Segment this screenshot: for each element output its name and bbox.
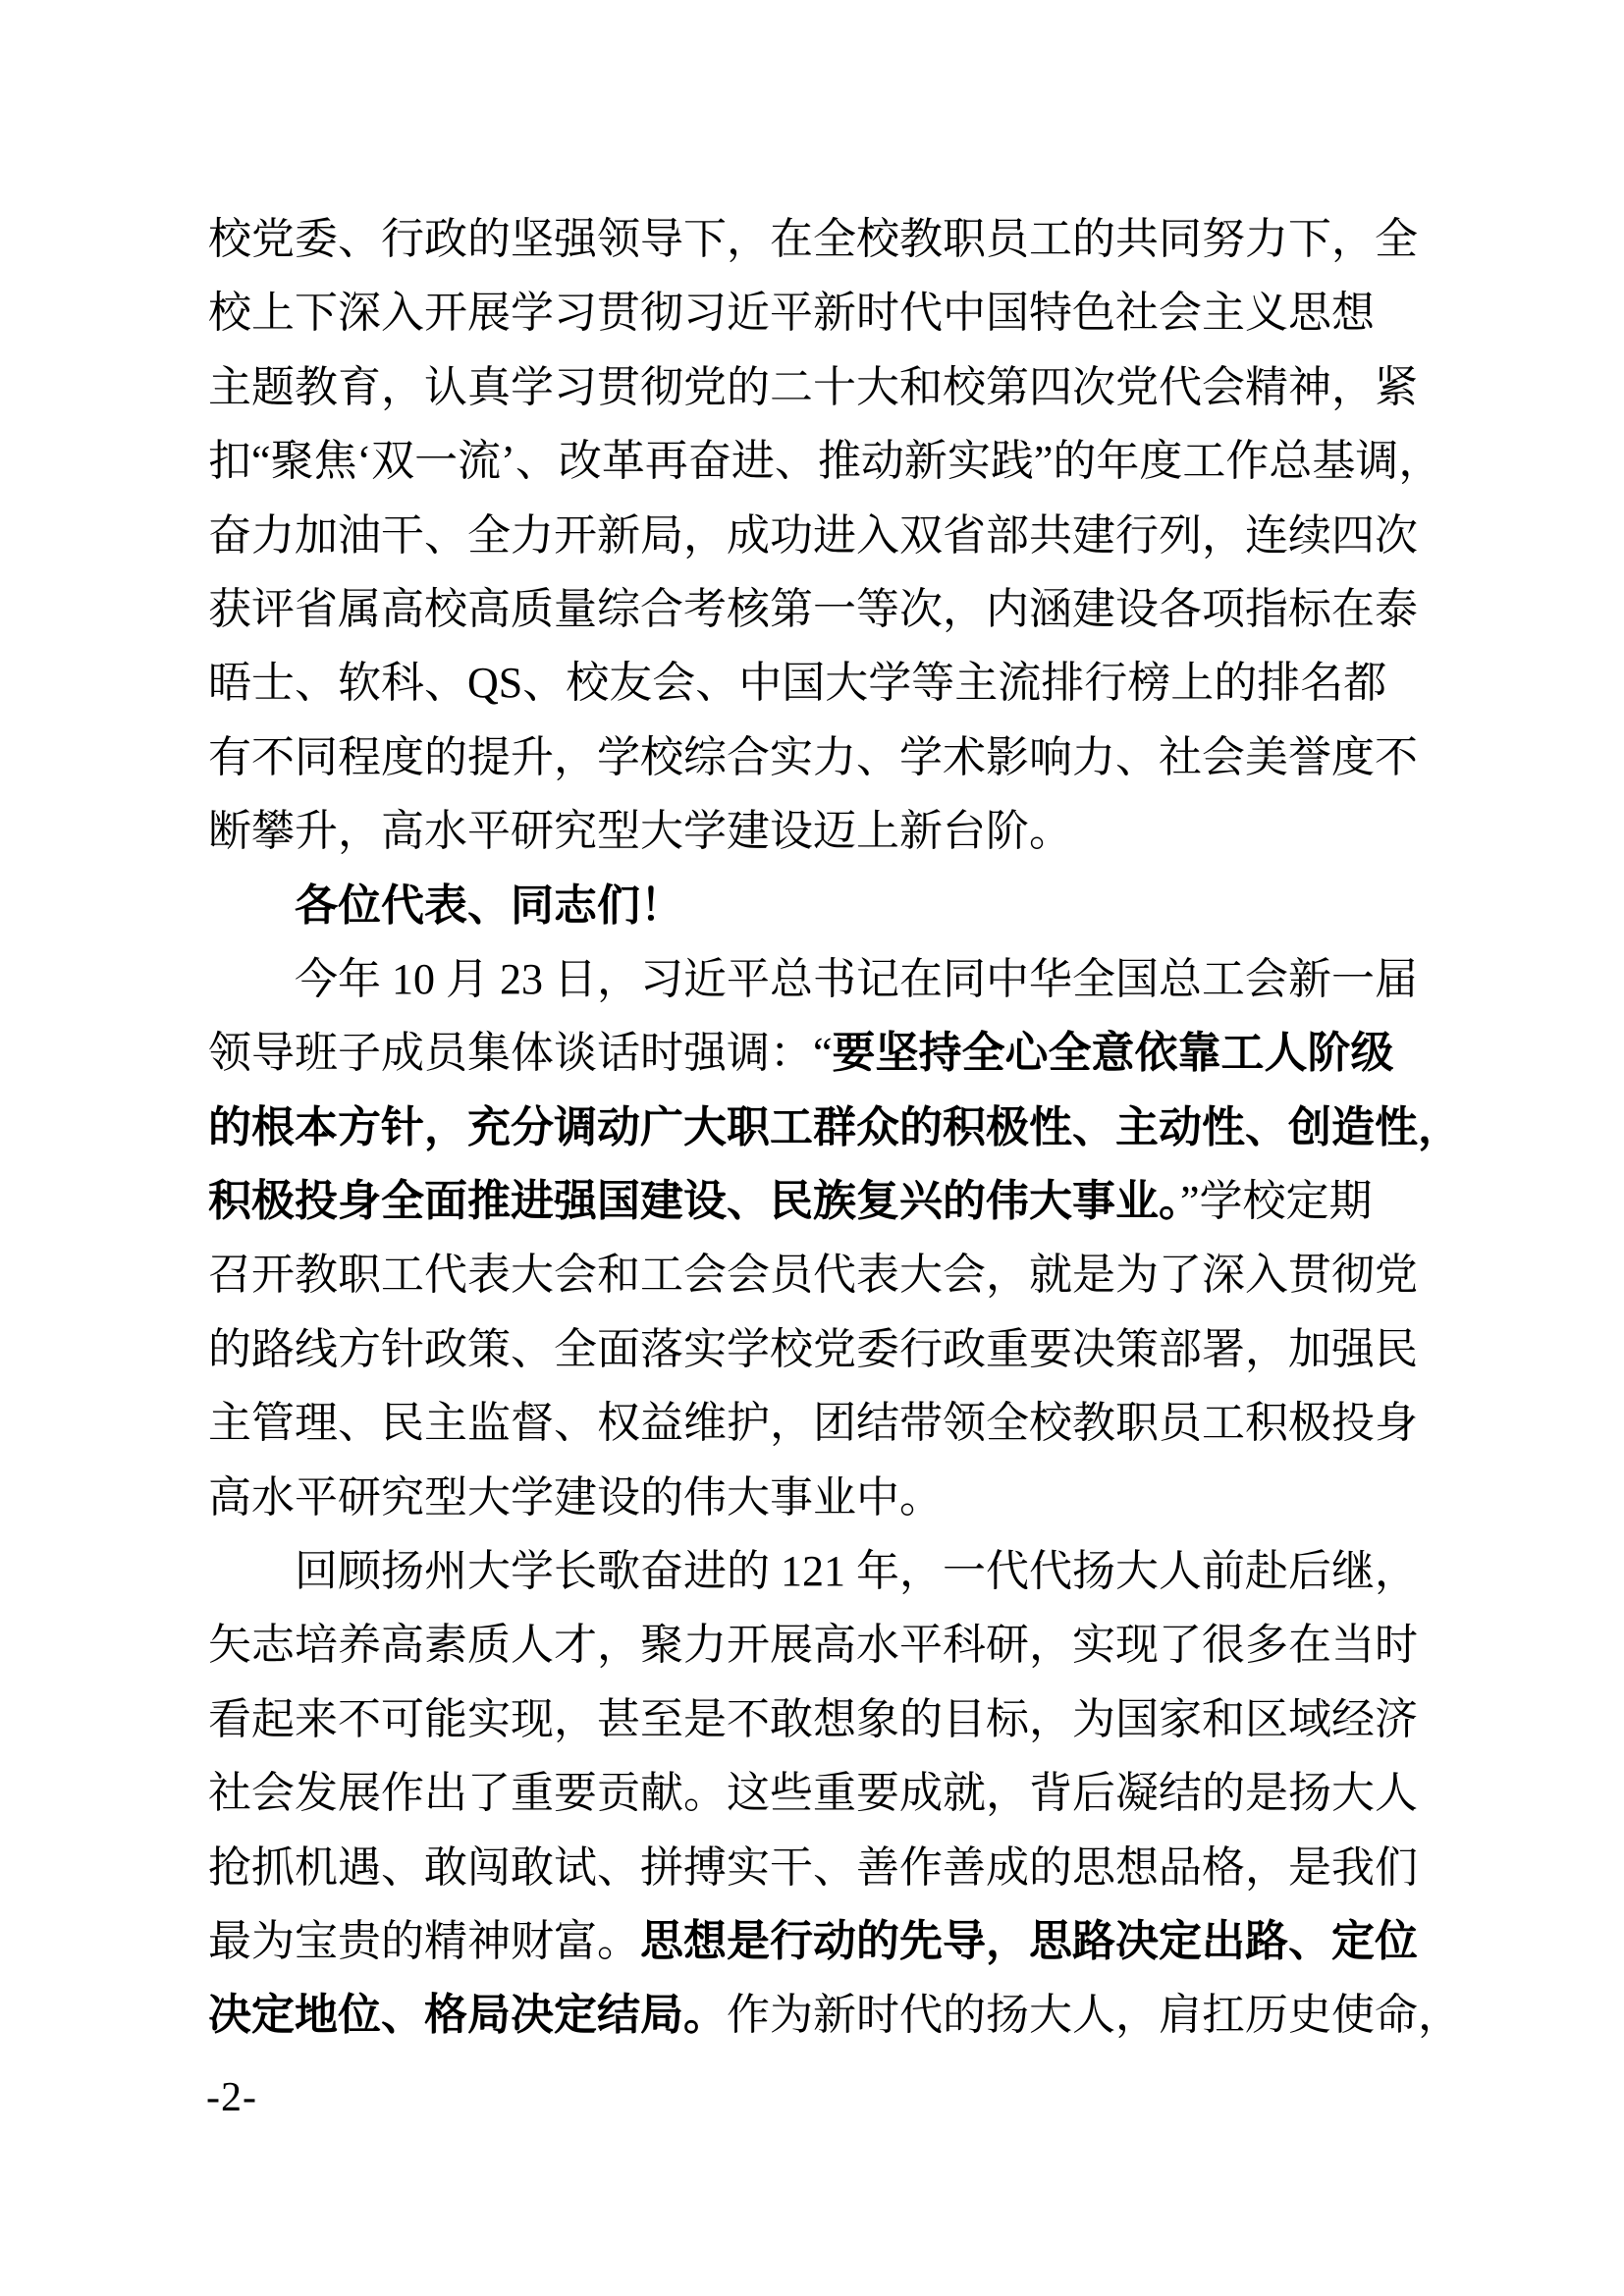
text-line [208, 794, 1426, 868]
text-line [208, 1238, 1426, 1311]
text-line [208, 1386, 1426, 1460]
text-line [208, 1461, 1426, 1534]
text-line [208, 1534, 1426, 1608]
text-line [208, 350, 1426, 424]
text-line [208, 424, 1442, 498]
text-run: 要坚持全心全意依靠工人阶级 [832, 1029, 1394, 1078]
page-number: -2- [206, 2075, 257, 2120]
text-line [208, 1312, 1426, 1386]
text-line [208, 1756, 1426, 1830]
text-line [208, 1164, 1426, 1238]
text-run: 今年 10 月 23 日，习近平总书记在同中华全国总工会新一届 [295, 954, 1418, 1003]
text-run: 矢志培养高素质人才，聚力开展高水平科研，实现了很多在当时 [208, 1621, 1418, 1670]
text-run: 主管理、民主监督、权益维护，团结带领全校教职员工积极投身 [208, 1399, 1418, 1448]
text-line [208, 1904, 1426, 1978]
text-run: 主题教育，认真学习贯彻党的二十大和校第四次党代会精神，紧 [208, 362, 1418, 411]
text-line [208, 276, 1426, 349]
text-run: 各位代表、同志们！ [295, 881, 683, 930]
text-run: 的根本方针，充分调动广大职工群众的积极性、主动性、创造性， [208, 1102, 1461, 1151]
text-run: 召开教职工代表大会和工会会员代表大会，就是为了深入贯彻党 [208, 1251, 1418, 1300]
text-run: 积极投身全面推进强国建设、民族复兴的伟大事业。 [208, 1177, 1180, 1226]
text-run: 校上下深入开展学习贯彻习近平新时代中国特色社会主义思想 [208, 289, 1375, 338]
text-line [208, 202, 1426, 276]
text-line [208, 1016, 1426, 1090]
text-line [208, 721, 1426, 794]
text-run: 校党委、行政的坚强领导下，在全校教职员工的共同努力下，全 [208, 215, 1418, 263]
text-run: 思想是行动的先导，思路决定出路、定位 [640, 1916, 1418, 1965]
text-run: 看起来不可能实现，甚至是不敢想象的目标，为国家和区域经济 [208, 1694, 1418, 1743]
text-line [208, 1682, 1426, 1756]
text-run: 最为宝贵的精神财富。 [208, 1916, 640, 1965]
text-run: 社会发展作出了重要贡献。这些重要成就，背后凝结的是扬大人 [208, 1769, 1418, 1818]
text-run: 抢抓机遇、敢闯敢试、拼搏实干、善作善成的思想品格，是我们 [208, 1842, 1418, 1892]
text-run: 扣“聚焦‘双一流’、改革再奋进、推动新实践”的年度工作总基调， [208, 437, 1442, 486]
text-run: 决定地位、格局决定结局。 [208, 1991, 727, 2040]
text-line [208, 1831, 1426, 1904]
text-line [208, 942, 1426, 1016]
text-line [208, 1978, 1461, 2052]
text-run: 晤士、软科、QS、校友会、中国大学等主流排行榜上的排名都 [208, 659, 1387, 708]
text-run: 有不同程度的提升，学校综合实力、学术影响力、社会美誉度不 [208, 732, 1418, 781]
text-line [208, 499, 1426, 572]
text-line [208, 572, 1426, 646]
text-run: 作为新时代的扬大人，肩扛历史使命， [727, 1991, 1461, 2040]
text-run: 奋力加油干、全力开新局，成功进入双省部共建行列，连续四次 [208, 510, 1418, 560]
text-run: 获评省属高校高质量综合考核第一等次，内涵建设各项指标在泰 [208, 584, 1418, 633]
text-line [208, 646, 1426, 720]
text-run: 高水平研究型大学建设的伟大事业中。 [208, 1472, 943, 1522]
text-run: ”学校定期 [1180, 1177, 1373, 1226]
text-block [208, 202, 1461, 2053]
text-line [208, 1091, 1461, 1164]
text-run: 断攀升，高水平研究型大学建设迈上新台阶。 [208, 807, 1072, 856]
text-run: 的路线方针政策、全面落实学校党委行政重要决策部署，加强民 [208, 1324, 1418, 1373]
text-line [208, 1608, 1426, 1682]
text-run: 回顾扬州大学长歌奋进的 121 年，一代代扬大人前赴后继， [295, 1547, 1418, 1596]
section-heading [208, 869, 1426, 942]
text-run: 领导班子成员集体谈话时强调：“ [208, 1029, 833, 1078]
